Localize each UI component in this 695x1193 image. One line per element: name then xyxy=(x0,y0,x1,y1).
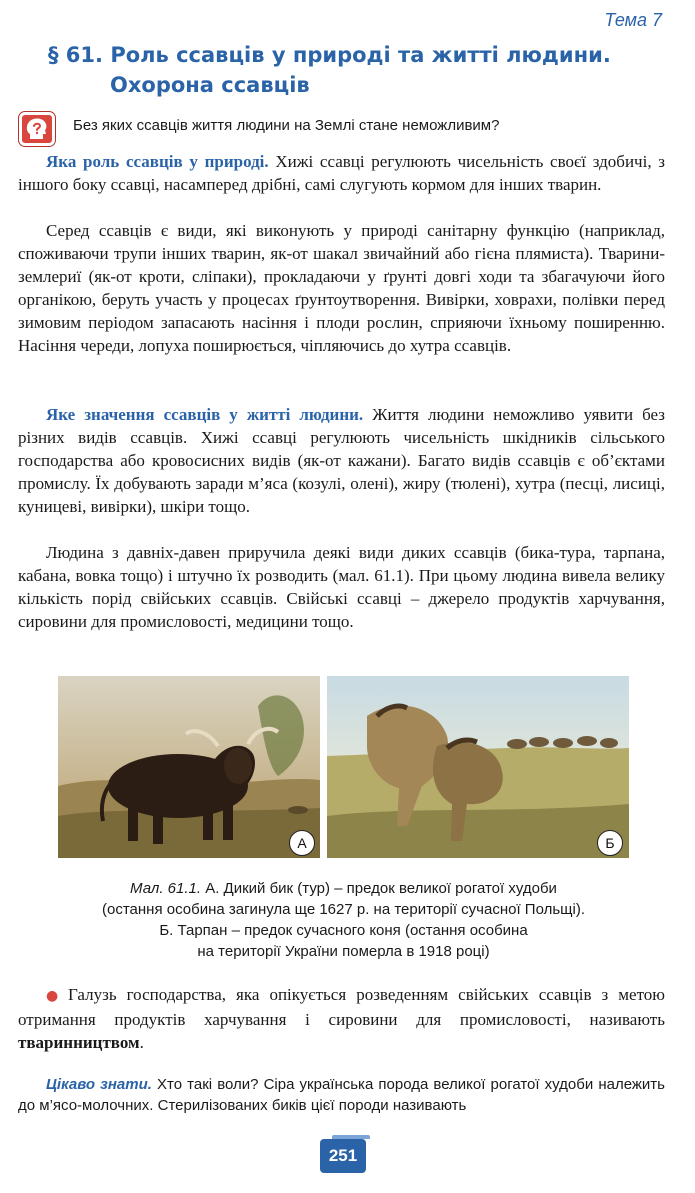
definition-text: Галузь господарства, яка опікується розведенням свійських ссавців з метою отримання продуктів харчування і сировини для промисловості, називають xyxy=(18,985,665,1029)
topic-label: Тема 7 xyxy=(604,10,662,30)
paragraph-text: Людина з давніх-давен приручила деякі види диких ссавців (бика-тура, тарпана, кабана, вовка тощо) і штучно їх розводить (мал. 61.1). При цьому людина вивела велику кількість порід свійських ссавців. Свійські ссавці – джерело продуктів харчування, сировини для промисловості, медицини тощо. xyxy=(18,543,665,631)
definition-end: . xyxy=(139,1033,144,1052)
section-title-line1: § 61. Роль ссавців у природі та житті людини. xyxy=(48,43,611,67)
paragraph-text: Хижі ссавці регулюють чисельність своєї здобичі, з іншого боку ссавці, насамперед дрібні, самі слугують кормом для інших тварин. xyxy=(18,152,665,194)
fun-fact-text: Хто такі воли? Сіра українська порода великої рогатої худоби належить до м’ясо-молочних. Стерилізованих биків цієї породи називають xyxy=(18,1076,665,1114)
caption-line: (остання особина загинула ще 1627 р. на території сучасної Польщі). xyxy=(102,901,585,918)
lead-question: Без яких ссавців життя людини на Землі стане неможливим? xyxy=(73,117,500,134)
caption-line xyxy=(58,878,629,899)
paragraph-role-in-nature xyxy=(18,150,665,196)
tarpan-illustration xyxy=(327,676,629,858)
thinking-head-icon xyxy=(19,112,55,146)
definition-livestock xyxy=(18,983,665,1054)
paragraph-sanitary-function xyxy=(18,219,665,357)
section-title-line2: Охорона ссавців xyxy=(110,73,310,97)
paragraph-domestication xyxy=(18,541,665,633)
caption-line: на території України померла в 1918 році) xyxy=(197,943,490,960)
fun-fact xyxy=(18,1074,665,1116)
caption-line: Б. Тарпан – предок сучасного коня (остання особина xyxy=(159,922,528,939)
paragraph-text: Серед ссавців є види, які виконують у природі санітарну функцію (наприклад, споживаючи трупи інших тварин, як-от шакал звичайний або гієна плямиста). Тварини-землериї (як-от кроти, сліпаки), прокладаючи у ґрунті довгі ходи та збагачуючи його органікою, беруть участь у процесах ґрунтоутворення. Вивірки, ховрахи, полівки перед зимовим періодом запасають насіння і плоди рослин, сприяючи їхньому поширенню. Насіння череди, лопуха поширюється, чіпляючись до хутра ссавців. xyxy=(18,221,665,355)
paragraph-heading: Яка роль ссавців у природі. xyxy=(46,152,269,171)
figure-caption xyxy=(58,878,629,962)
definition-term: тваринництвом xyxy=(18,1033,140,1052)
aurochs-illustration xyxy=(58,676,320,858)
caption-text: А. Дикий бик (тур) – предок великої рогатої худоби xyxy=(201,880,557,897)
paragraph-role-for-humans xyxy=(18,403,665,518)
figure-label-b: Б xyxy=(597,830,623,856)
figure-label-a: А xyxy=(289,830,315,856)
section-title xyxy=(48,40,668,100)
caption-number: Мал. 61.1. xyxy=(130,880,202,897)
fun-fact-label: Цікаво знати. xyxy=(46,1076,152,1093)
paragraph-heading: Яке значення ссавців у житті людини. xyxy=(46,405,364,424)
paragraph-text: Життя людини неможливо уявити без різних видів ссавців. Хижі ссавці регулюють чисельність шкідників сільського господарства або кровосисних видів (як-от кажани). Багато видів ссавців є об’єктами промислу. Їх добувають заради м’яса (козулі, олені), жиру (тюлені), хутра (песці, лисиці, куницеві, вивірки), шкіри тощо. xyxy=(18,405,665,516)
page-number: 251 xyxy=(320,1139,366,1173)
bullet-icon: ● xyxy=(46,988,65,1004)
